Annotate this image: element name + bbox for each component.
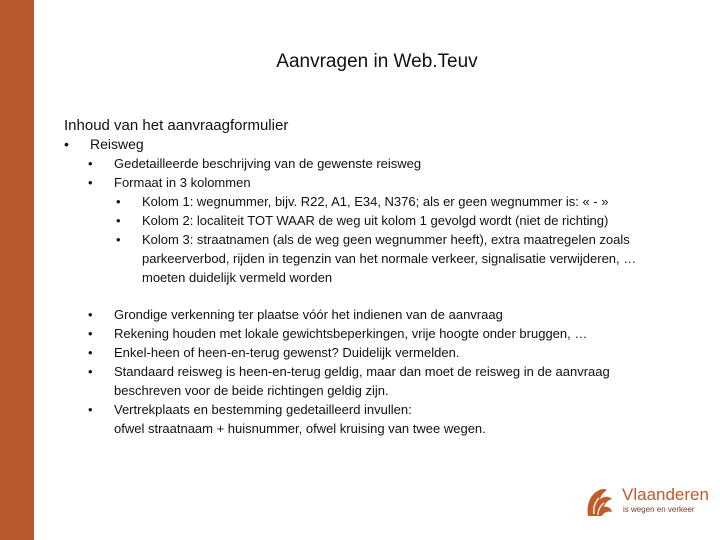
bullet-dot-icon: • — [88, 307, 93, 322]
list-item — [64, 305, 674, 324]
list-item-text: Rekening houden met lokale gewichtsbeperkingen, vrije hoogte onder bruggen, … — [114, 326, 588, 341]
bullet-dot-icon: • — [116, 194, 121, 209]
list-item-text: Kolom 2: localiteit TOT WAAR de weg uit kolom 1 gevolgd wordt (niet de richting) — [142, 213, 609, 228]
list-item — [64, 324, 674, 343]
vlaanderen-logo — [582, 482, 709, 522]
list-item — [64, 362, 674, 400]
section-label: Reisweg — [90, 136, 144, 152]
list-item-text: Standaard reisweg is heen-en-terug geldig, maar dan moet de reisweg in de aanvraag beschreven voor de beide richtingen geldig zijn. — [114, 364, 610, 398]
list-item-text: Kolom 1: wegnummer, bijv. R22, A1, E34, N376; als er geen wegnummer is: « - » — [142, 194, 609, 209]
content-heading: Inhoud van het aanvraagformulier — [64, 117, 289, 134]
bullet-dot-icon: • — [88, 326, 93, 341]
spacer — [64, 287, 674, 305]
list-item — [64, 173, 674, 192]
list-item-text: Grondige verkenning ter plaatse vóór het indienen van de aanvraag — [114, 307, 503, 322]
slide-title: Aanvragen in Web.Teuv — [276, 51, 478, 72]
list-item-text: Formaat in 3 kolommen — [114, 175, 251, 190]
bullet-dot-icon: • — [88, 402, 93, 417]
list-item-text: Gedetailleerde beschrijving van de gewenste reisweg — [114, 156, 422, 171]
bullet-dot-icon: • — [116, 232, 121, 247]
bullet-dot-icon: • — [88, 156, 93, 171]
logo-tagline: is wegen en verkeer — [623, 505, 695, 514]
list-item — [64, 343, 674, 362]
list-item — [64, 230, 674, 287]
slide-content — [64, 116, 674, 438]
accent-side-bar — [0, 0, 34, 540]
bullet-dot-icon: • — [116, 213, 121, 228]
list-item-text: Vertrekplaats en bestemming gedetailleerd invullen: — [114, 402, 412, 417]
list-item-text-continued: ofwel straatnaam + huisnummer, ofwel kruising van twee wegen. — [114, 421, 486, 436]
bullet-dot-icon: • — [64, 136, 69, 152]
logo-name: Vlaanderen — [622, 485, 709, 504]
list-item — [64, 192, 674, 211]
bullet-dot-icon: • — [88, 175, 93, 190]
list-item — [64, 211, 674, 230]
list-item-text: Enkel-heen of heen-en-terug gewenst? Duidelijk vermelden. — [114, 345, 460, 360]
list-item-text: Kolom 3: straatnamen (als de weg geen wegnummer heeft), extra maatregelen zoals parkeerverbod, rijden in tegenzin van het normale verkeer, signalisatie verwijderen, … moeten duidelijk vermeld worden — [142, 232, 637, 285]
list-item — [64, 154, 674, 173]
bullet-dot-icon: • — [88, 364, 93, 379]
section-bullet — [64, 135, 674, 154]
list-item — [64, 400, 674, 438]
bullet-dot-icon: • — [88, 345, 93, 360]
flemish-lion-icon — [582, 484, 618, 520]
